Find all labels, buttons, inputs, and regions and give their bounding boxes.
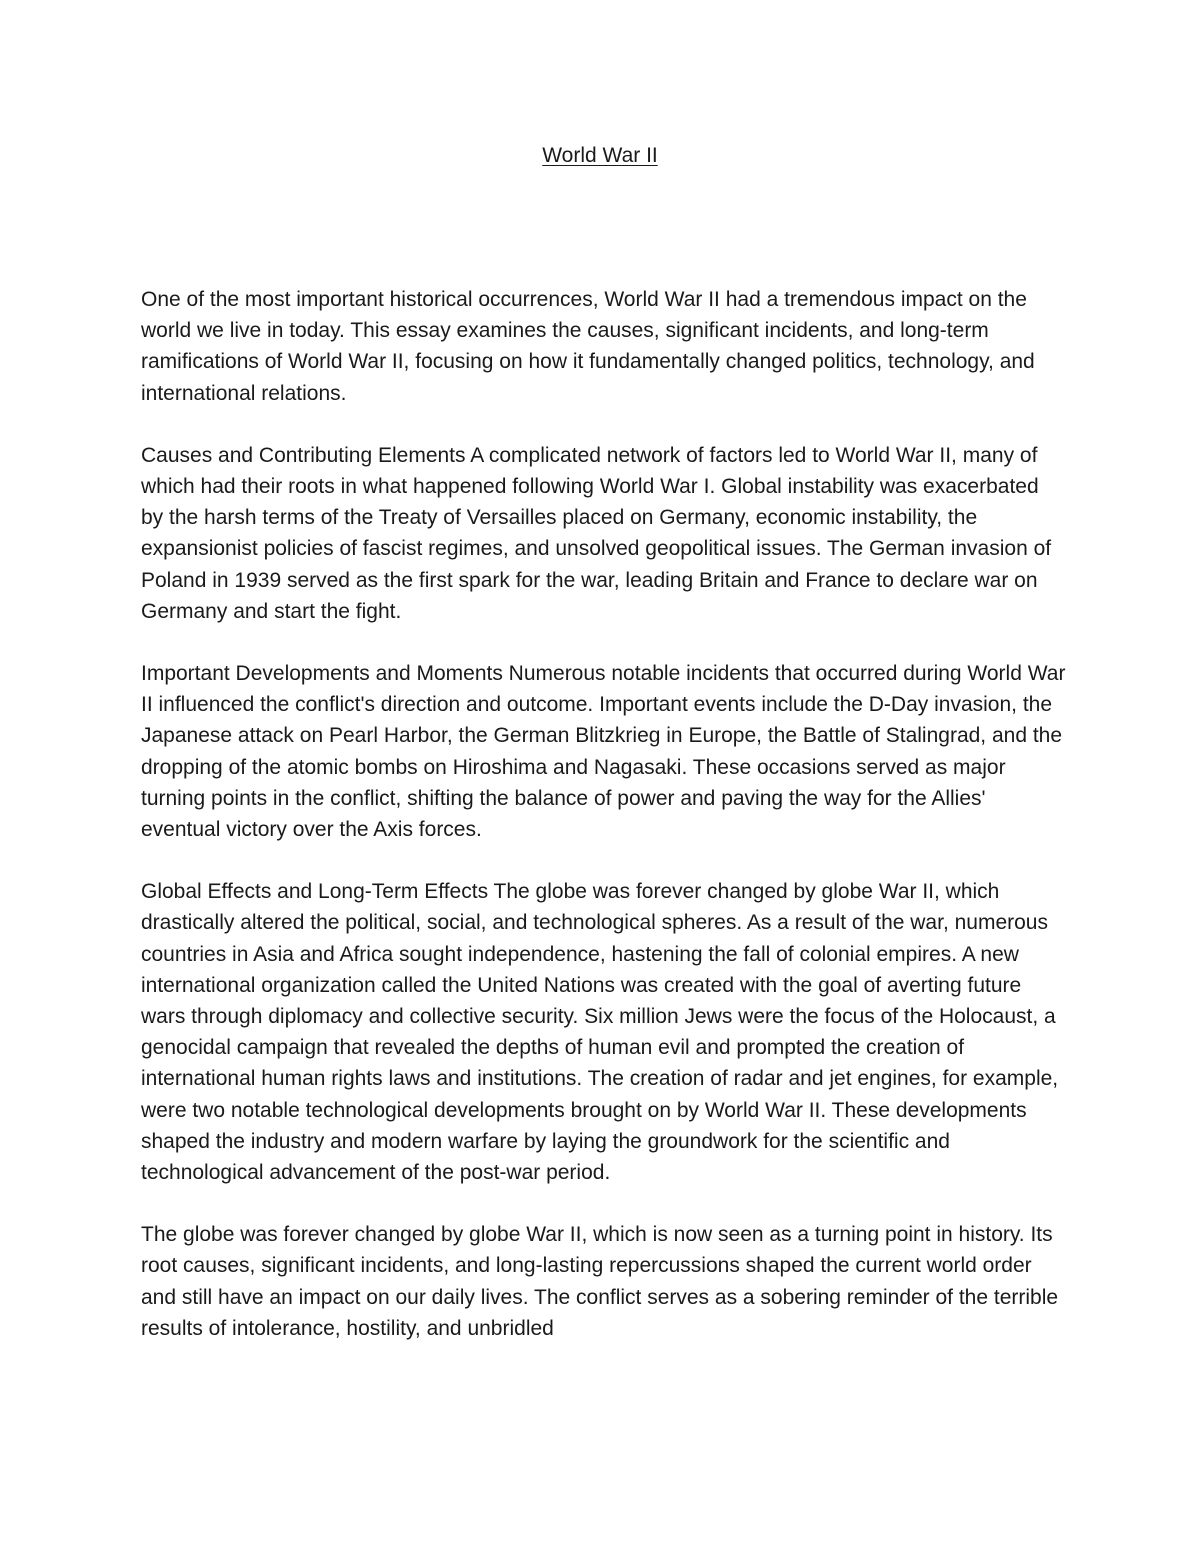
document-title: World War II [542,144,658,167]
document-body [141,284,1066,1375]
paragraph-introduction: One of the most important historical occurrences, World War II had a tremendous impact on the world we live in today. This essay examines the causes, significant incidents, and long-term ramifications of World War II, focusing on how it fundamentally changed politics, technology, and international relations. [141,288,1035,405]
paragraph-effects: Global Effects and Long-Term Effects The globe was forever changed by globe War II, which drastically altered the political, social, and technological spheres. As a result of the war, numerous countries in Asia and Africa sought independence, hastening the fall of colonial empires. A new international organization called the United Nations was created with the goal of averting future wars through diplomacy and collective security. Six million Jews were the focus of the Holocaust, a genocidal campaign that revealed the depths of human evil and prompted the creation of international human rights laws and institutions. The creation of radar and jet engines, for example, were two notable technological developments brought on by World War II. These developments shaped the industry and modern warfare by laying the groundwork for the scientific and technological advancement of the post-war period. [141,880,1059,1185]
paragraph-conclusion: The globe was forever changed by globe War II, which is now seen as a turning point in history. Its root causes, significant incidents, and long-lasting repercussions shaped the current world order and still have an impact on our daily lives. The conflict serves as a sobering reminder of the terrible results of intolerance, hostility, and unbridled [141,1223,1059,1340]
paragraph-causes: Causes and Contributing Elements A complicated network of factors led to World War II, many of which had their roots in what happened following World War I. Global instability was exacerbated by the harsh terms of the Treaty of Versailles placed on Germany, economic instability, the expansionist policies of fascist regimes, and unsolved geopolitical issues. The German invasion of Poland in 1939 served as the first spark for the war, leading Britain and France to declare war on Germany and start the fight. [141,443,1052,623]
paragraph-developments: Important Developments and Moments Numerous notable incidents that occurred during World War II influenced the conflict's direction and outcome. Important events include the D-Day invasion, the Japanese attack on Pearl Harbor, the German Blitzkrieg in Europe, the Battle of Stalingrad, and the dropping of the atomic bombs on Hiroshima and Nagasaki. These occasions served as major turning points in the conflict, shifting the balance of power and paving the way for the Allies' eventual victory over the Axis forces. [141,662,1066,842]
